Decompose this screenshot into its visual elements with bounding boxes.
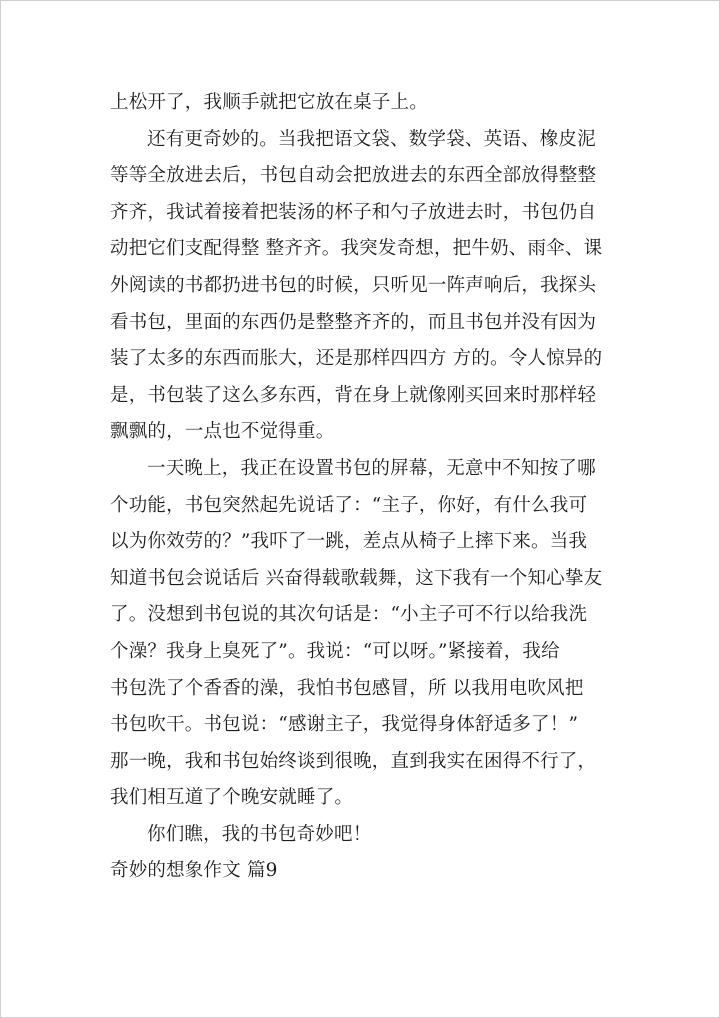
text-line: 书包洗了个香香的澡，我怕书包感冒，所 以我用电吹风把 — [110, 677, 584, 699]
paragraph-start-line: 你们瞧，我的书包奇妙吧！ — [147, 823, 372, 845]
text-line: 等等全放进去后，书包自动会把放进去的东西全部放得整整 — [110, 165, 597, 187]
paragraph-start-line: 还有更奇妙的。当我把语文袋、数学袋、英语、橡皮泥 — [147, 128, 596, 150]
text-line: 了。没想到书包说的其次句话是：“小主子可不行以给我洗 — [110, 604, 588, 626]
text-line: 知道书包会说话后 兴奋得载歌载舞，这下我有一个知心挚友 — [110, 567, 603, 589]
text-line: 个功能，书包突然起先说话了：“主子，你好，有什么我可 — [110, 494, 588, 516]
text-line: 个澡？我身上臭死了”。我说：“可以呀。”紧接着，我给 — [110, 640, 560, 662]
text-line: 以为你效劳的？”我吓了一跳，差点从椅子上摔下来。当我 — [110, 531, 588, 553]
text-line: 齐齐，我试着接着把装汤的杯子和勺子放进去时，书包仍自 — [110, 201, 597, 223]
text-line: 书包吹干。书包说：“感谢主子，我觉得身体舒适多了！” — [110, 714, 579, 736]
text-line: 看书包，里面的东西仍是整整齐齐的，而且书包并没有因为 — [110, 311, 597, 333]
text-line: 是，书包装了这么多东西，背在身上就像刚买回来时那样轻 — [110, 384, 597, 406]
text-line: 装了太多的东西而胀大，还是那样四四方 方的。令人惊异的 — [110, 348, 603, 370]
text-line: 上松开了，我顺手就把它放在桌子上。 — [110, 92, 428, 113]
paragraph-start-line: 一天晚上，我正在设置书包的屏幕，无意中不知按了哪 — [147, 457, 596, 479]
text-line: 那一晚，我和书包始终谈到很晚，直到我实在困得不行了， — [110, 750, 597, 772]
document-body — [110, 85, 615, 890]
text-line: 飘飘的，一点也不觉得重。 — [110, 421, 335, 443]
section-title: 奇妙的想象作文 篇9 — [110, 860, 278, 882]
text-line: 外阅读的书都扔进书包的时候，只听见一阵声响后，我探头 — [110, 274, 597, 296]
text-line: 动把它们支配得整 整齐齐。我突发奇想，把牛奶、雨伞、课 — [110, 238, 603, 260]
text-line: 我们相互道了个晚安就睡了。 — [110, 787, 354, 809]
